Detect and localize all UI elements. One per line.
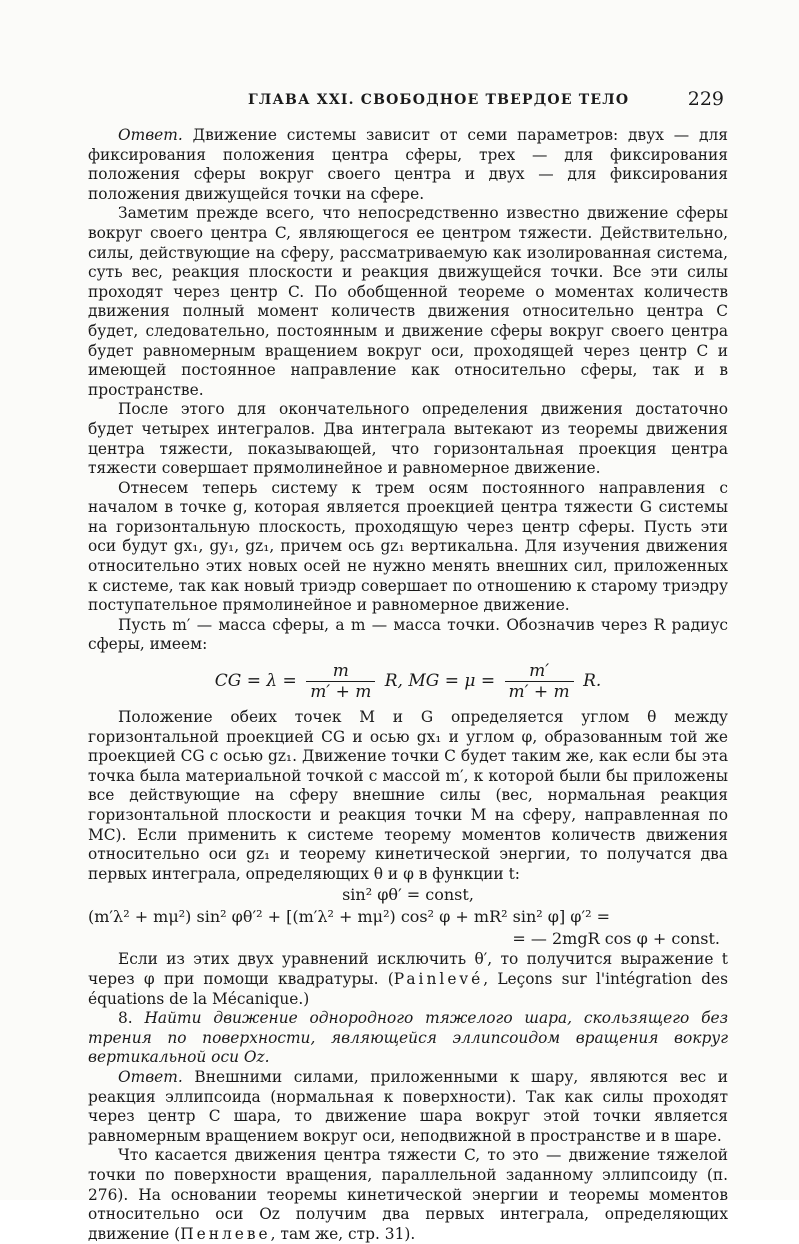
paragraph-answer-2	[88, 1068, 728, 1146]
page-number: 229	[687, 88, 724, 110]
fraction-1	[306, 661, 375, 702]
paragraph-10-text: Что касается движения центра тяжести C, то это — движение тяжелой точки по поверхности вращения, параллельной заданному эллипсоиду (п. 276). На основании теоремы кинетической энергии и теоремы моментов относительно оси Oz получим два первых интеграла, определяющих движение (	[88, 1146, 728, 1243]
paragraph-5: Пусть m′ — масса сферы, а m — масса точки. Обозначив через R радиус сферы, имеем:	[88, 615, 728, 654]
equation-3: = — 2mgR cos φ + const.	[512, 929, 720, 949]
fraction-2-numerator: m′	[505, 661, 574, 682]
equation-2: (m′λ² + mμ²) sin² φθ′² + [(m′λ² + mμ²) cos² φ + mR² sin² φ] φ′² =	[88, 907, 611, 927]
paragraph-6: Положение обеих точек M и G определяется углом θ между горизонтальной проекцией CG и осью gx₁ и углом φ, образованным той же проекцией CG с осью gz₁. Движение точки C будет таким же, как если бы эта точка была материальной точкой с массой m′, к которой были бы приложены все действующие на сферу внешние силы (вес, нормальная реакция горизонтальной плоскости и реакция точки M на сферу, направленная по MC). Если применить к системе теорему моментов количеств движения относительно оси gz₁ и теорему кинетической энергии, то получатся два первых интеграла, определяющих θ и φ в функции t:	[88, 708, 728, 883]
body-text	[88, 126, 728, 1244]
page-header	[88, 88, 728, 112]
answer-label-2: Ответ.	[118, 1067, 183, 1086]
paragraph-10-tail: , там же, стр. 31).	[270, 1224, 416, 1243]
fraction-1-denominator: m′ + m	[310, 682, 372, 703]
answer-label: Ответ.	[118, 126, 183, 144]
formula-left: CG = λ =	[214, 671, 297, 692]
paragraph-answer-1	[88, 126, 728, 204]
fraction-2	[505, 661, 574, 702]
problem-title: Найти движение однородного тяжелого шара, скользящего без трения по поверхности, являющейся эллипсоидом вращения вокруг вертикальной оси Oz.	[88, 1009, 728, 1067]
problem-8	[88, 1009, 728, 1068]
paragraph-2: Заметим прежде всего, что непосредственно известно движение сферы вокруг своего центра C, являющегося ее центром тяжести. Действительно, силы, действующие на сферу, рассматриваемую как изолированная система, суть вес, реакция плоскости и реакция движущейся точки. Все эти силы проходят через центр C. По обобщенной теореме о моментах количеств движения полный момент количеств движения относительно центра C будет, следовательно, постоянным и движение сферы вокруг своего центра будет равномерным вращением вокруг оси, проходящей через центр C и имеющей постоянное направление как относительно сферы, так и в пространстве.	[88, 204, 728, 399]
fraction-2-denominator: m′ + m	[508, 682, 570, 703]
paragraph-4: Отнесем теперь систему к трем осям постоянного направления с началом в точке g, которая является проекцией центра тяжести G системы на горизонтальную плоскость, проходящую через центр сферы. Пусть эти оси будут gx₁, gy₁, gz₁, причем ось gz₁ вертикальна. Для изучения движения относительно этих новых осей не нужно менять внешних сил, приложенных к системе, так как новый триэдр совершает по отношению к старому триэдру поступательное прямолинейное и равномерное движение.	[88, 478, 728, 615]
paragraph-7	[88, 950, 728, 1009]
paragraph-7-tail: , Leçons sur l'intégration des équations de la Mécanique.)	[88, 969, 728, 1008]
author-penleve: Пенлеве	[180, 1224, 271, 1243]
running-head: ГЛАВА XXI. СВОБОДНОЕ ТВЕРДОЕ ТЕЛО	[248, 92, 630, 108]
paragraph-10	[88, 1146, 728, 1244]
author-painleve: Painlevé	[393, 969, 484, 988]
answer-text-2: Внешними силами, приложенными к шару, являются вес и реакция эллипсоида (нормальная к поверхности). Так как силы проходят через центр C шара, то движение шара вокруг этой точки является равномерным вращением вокруг оси, неподвижной в пространстве и в шаре.	[88, 1067, 728, 1145]
formula-right: R.	[583, 671, 602, 692]
fraction-1-numerator: m	[306, 661, 375, 682]
paragraph-3: После этого для окончательного определения движения достаточно будет четырех интегралов. Два интеграла вытекают из теоремы движения центра тяжести, показывающей, что горизонтальная проекция центра тяжести совершает прямолинейное и равномерное движение.	[88, 400, 728, 478]
answer-text: Движение системы зависит от семи параметров: двух — для фиксирования положения центра сферы, трех — для фиксирования положения сферы вокруг своего центра и двух — для фиксирования положения движущейся точки на сфере.	[88, 126, 728, 203]
paragraph-7-text: Если из этих двух уравнений исключить θ′, то получится выражение t через φ при помощи квадратуры. (	[88, 950, 728, 988]
formula-cg-mg	[88, 661, 728, 702]
equation-1: sin² φθ′ = const,	[342, 885, 474, 905]
problem-number: 8.	[118, 1009, 133, 1028]
formula-mid: R, MG = μ =	[384, 671, 496, 692]
